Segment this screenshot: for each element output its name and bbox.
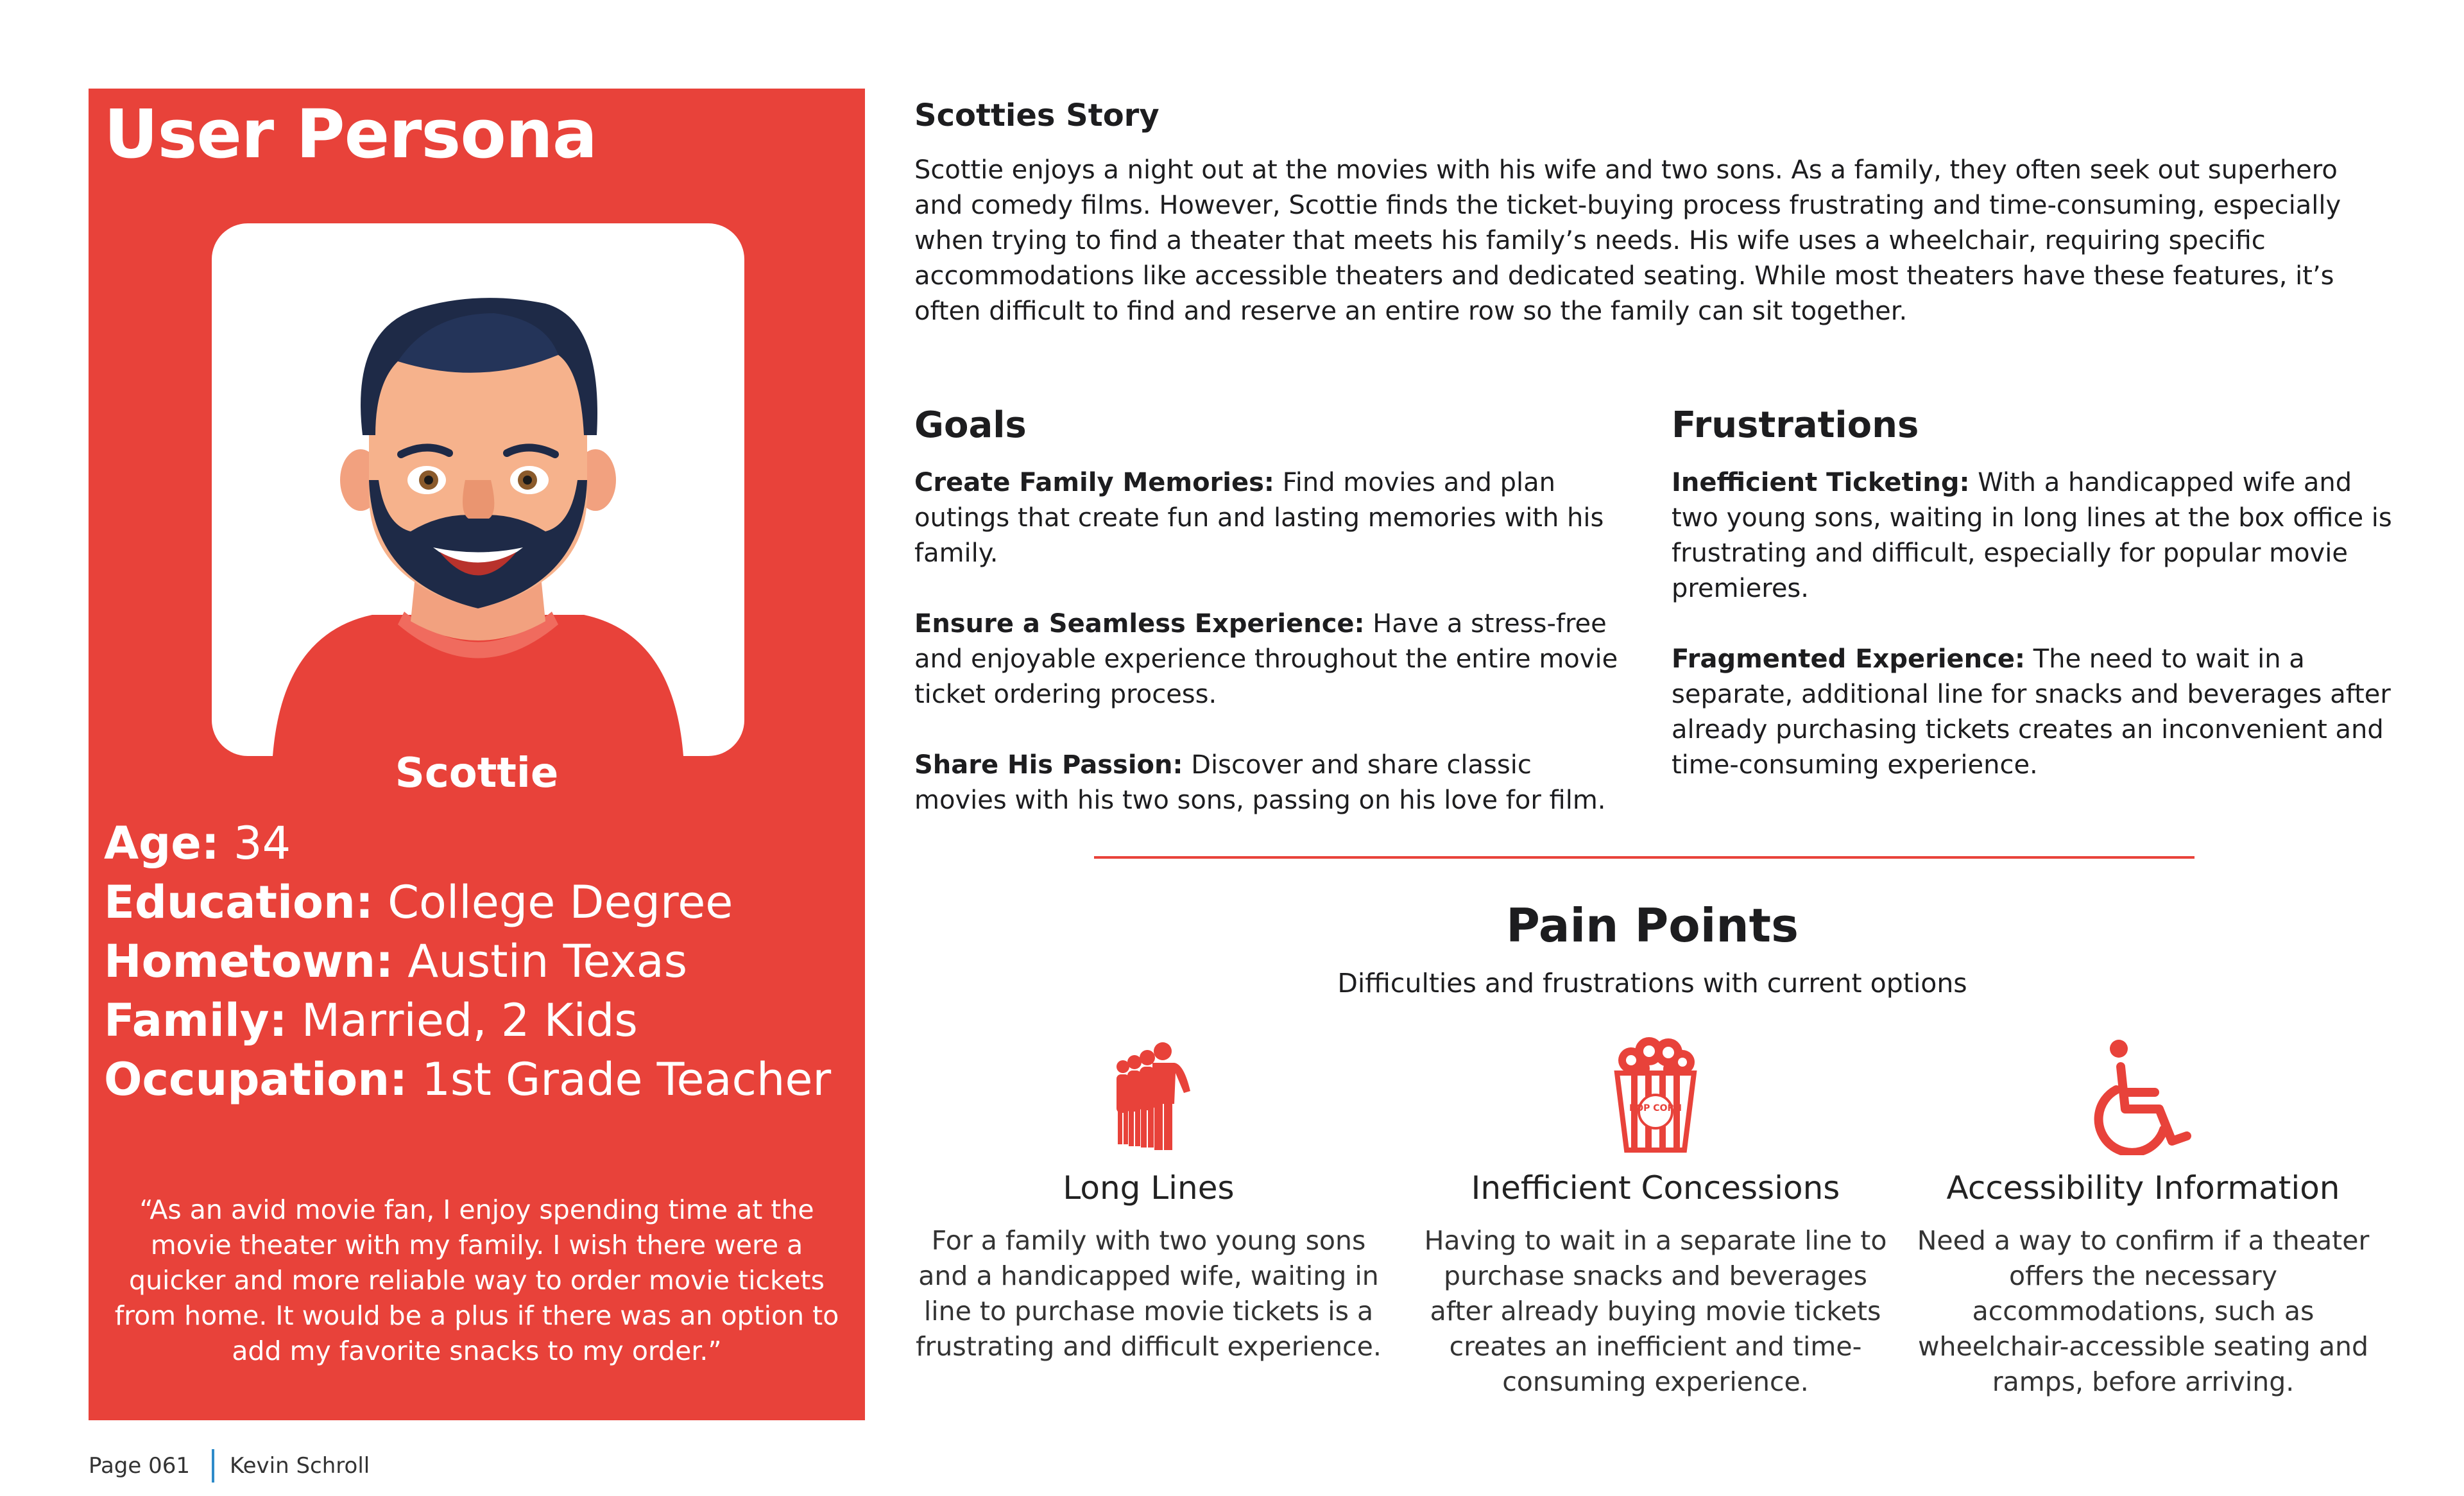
persona-card (89, 89, 865, 1420)
persona-name: Scottie (395, 750, 559, 797)
frustration-item (1672, 642, 2397, 783)
man-avatar-illustration (212, 223, 744, 756)
wheelchair-icon (2079, 1033, 2207, 1155)
story-section (914, 98, 2390, 329)
persona-quote: “As an avid movie fan, I enjoy spending time at the movie theater with my family. I wish there were a quicker and more reliable way to order movie tickets from home. It would be a plus if there was an option to add my favorite snacks to my order.” (114, 1194, 839, 1366)
frustration-label: Fragmented Experience: (1672, 644, 2025, 674)
avatar (212, 223, 744, 756)
fact-label: Occupation: (104, 1053, 408, 1106)
popcorn-icon-label: POP CORN (1629, 1103, 1682, 1113)
goal-label: Share His Passion: (914, 750, 1183, 780)
fact-value: Married, 2 Kids (301, 994, 638, 1047)
pain-points-subheading: Difficulties and frustrations with current options (1337, 968, 1967, 999)
pain-point-accessibility-information (1899, 1033, 2387, 1400)
fact-age (104, 814, 831, 873)
footer-divider (212, 1449, 214, 1483)
goal-text: Discover and share classic movies with his two sons, passing on his love for film. (914, 750, 1606, 815)
fact-label: Family: (104, 994, 287, 1047)
fact-family (104, 991, 831, 1050)
fact-value: Austin Texas (407, 935, 688, 988)
pain-point-text: Having to wait in a separate line to purchase snacks and beverages after already buying movie tickets creates an inefficient and time-consuming experience. (1424, 1225, 1887, 1397)
frustration-text: With a handicapped wife and two young sons, waiting in long lines at the box office is frustrating and difficult, especially for popular movie premieres. (1672, 468, 2392, 603)
pain-points-heading: Pain Points (1506, 898, 1799, 952)
pain-point-text: For a family with two young sons and a handicapped wife, waiting in line to purchase movie tickets is a frustrating and difficult experience. (916, 1225, 1382, 1362)
queue-people-icon (1084, 1033, 1213, 1155)
frustration-text: The need to wait in a separate, additional line for snacks and beverages after already purchasing tickets creates an inconvenient and time-consuming experience. (1672, 644, 2391, 780)
story-heading: Scotties Story (914, 98, 1159, 133)
pain-point-title: Long Lines (1063, 1169, 1235, 1207)
goals-heading: Goals (914, 404, 1027, 446)
fact-label: Education: (104, 876, 373, 929)
goal-text: Have a stress-free and enjoyable experience throughout the entire movie ticket ordering process. (914, 609, 1618, 709)
pain-point-title: Inefficient Concessions (1471, 1169, 1840, 1207)
fact-label: Age: (104, 817, 219, 870)
goals-section (914, 404, 1627, 854)
pain-point-title: Accessibility Information (1946, 1169, 2340, 1207)
fact-occupation (104, 1050, 831, 1109)
fact-hometown (104, 932, 831, 991)
story-body: Scottie enjoys a night out at the movies with his wife and two sons. As a family, they often seek out superhero and comedy films. However, Scottie finds the ticket-buying process frustrating and time-consuming, especially when trying to find a theater that meets his family’s needs. His wife uses a wheelchair, requiring specific accommodations like accessible theaters and dedicated seating. While most theaters have these features, it’s often difficult to find and reserve an entire row so the family can sit together. (914, 155, 2341, 326)
persona-facts (104, 814, 831, 1109)
goal-item (914, 465, 1627, 571)
goal-item (914, 606, 1627, 712)
pain-point-long-lines (905, 1033, 1392, 1364)
fact-label: Hometown: (104, 935, 394, 988)
pain-point-text: Need a way to confirm if a theater offers the necessary accommodations, such as wheelchair-accessible seating and ramps, before arriving. (1917, 1225, 2370, 1397)
fact-value: 1st Grade Teacher (422, 1053, 832, 1106)
fact-value: College Degree (388, 876, 733, 929)
goal-label: Create Family Memories: (914, 468, 1274, 497)
frustrations-heading: Frustrations (1672, 404, 1919, 446)
persona-card-title: User Persona (104, 95, 597, 173)
section-divider (1094, 856, 2194, 859)
page-footer (89, 1449, 370, 1483)
fact-education (104, 873, 831, 932)
goal-text: Find movies and plan outings that create fun and lasting memories with his family. (914, 468, 1604, 568)
frustration-label: Inefficient Ticketing: (1672, 468, 1970, 497)
frustrations-section (1672, 404, 2397, 818)
frustration-item (1672, 465, 2397, 606)
popcorn-icon (1591, 1033, 1720, 1155)
pain-point-inefficient-concessions (1412, 1033, 1899, 1400)
page-number: Page 061 (89, 1453, 191, 1479)
fact-value: 34 (234, 817, 291, 870)
goal-label: Ensure a Seamless Experience: (914, 609, 1365, 639)
goal-item (914, 748, 1627, 818)
author-name: Kevin Schroll (230, 1453, 370, 1479)
